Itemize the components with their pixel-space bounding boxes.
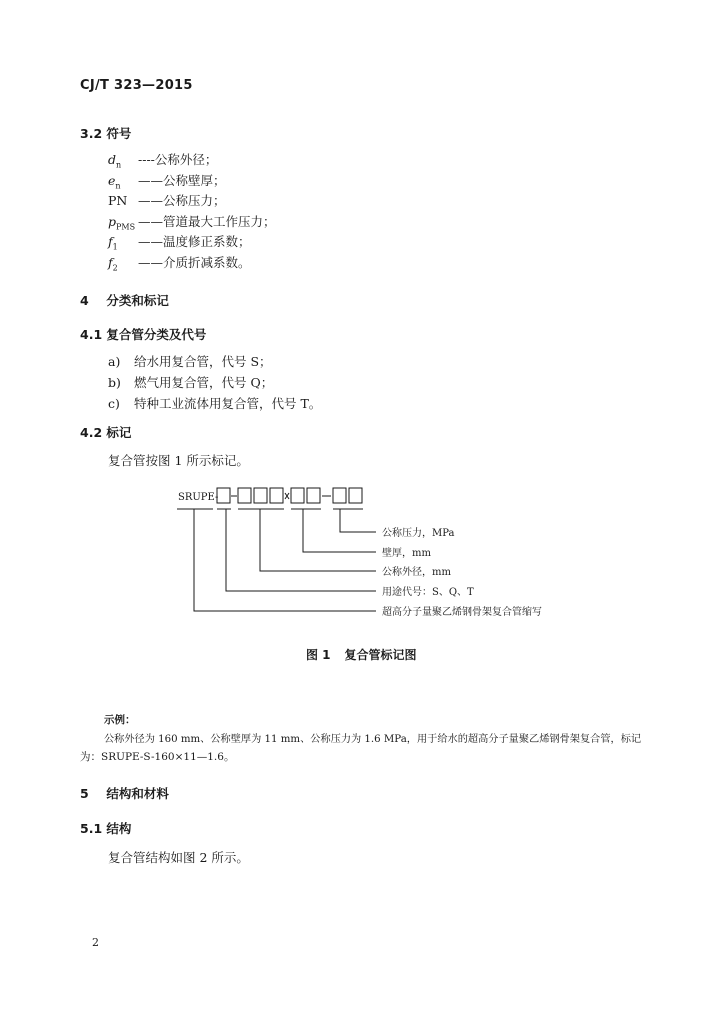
label-abbreviation: 超高分子量聚乙烯钢骨架复合管缩写 [382, 607, 542, 618]
classification-item [108, 394, 321, 412]
symbol-cell [108, 214, 138, 232]
box-diameter-3 [270, 488, 283, 503]
caption-number: 图 1 [306, 648, 331, 662]
box-diameter-2 [254, 488, 267, 503]
section-number: 5.1 [80, 821, 103, 836]
diagram-prefix: SRUPE- [178, 492, 219, 503]
box-pressure-2 [349, 488, 362, 503]
symbol-subscript: PMS [116, 222, 136, 231]
section-4-2-heading [80, 423, 131, 441]
symbol-description: 公称壁厚； [163, 172, 226, 188]
diagram-leaders [194, 509, 376, 611]
label-use-code: 用途代号：S、Q、T [382, 587, 474, 598]
section-number: 4.1 [80, 327, 103, 342]
label-diameter: 公称外径，mm [382, 567, 451, 578]
section-number: 5 [80, 786, 89, 801]
diagram-boxes [217, 488, 362, 503]
label-pressure: 公称压力，MPa [382, 528, 455, 539]
section-title: 标记 [106, 425, 132, 440]
symbol-description: 介质折减系数。 [163, 254, 251, 270]
symbol-cell [108, 193, 138, 211]
symbol-subscript: 1 [112, 242, 118, 252]
symbol-dash: —— [138, 213, 163, 229]
symbol-cell [108, 234, 138, 252]
box-thickness-2 [307, 488, 320, 503]
symbol: d [108, 152, 117, 167]
item-marker: a) [108, 354, 121, 369]
box-use-code [217, 488, 230, 503]
symbol-row [108, 150, 217, 170]
box-pressure-1 [333, 488, 346, 503]
example-line-1: 公称外径为 160 mm、公称壁厚为 11 mm、公称压力为 1.6 MPa，用于给水的超高分子量聚乙烯钢骨架复合管，标记 [104, 734, 642, 745]
symbol-row [108, 253, 251, 273]
item-marker: c) [108, 396, 120, 411]
symbol-cell [108, 152, 138, 170]
symbol-row [108, 212, 276, 232]
symbol-dash: —— [138, 193, 163, 208]
section-3-2-heading [80, 124, 131, 142]
section-title: 符号 [106, 126, 132, 141]
symbol-subscript: n [115, 181, 121, 190]
symbol-description: 温度修正系数； [163, 234, 251, 249]
classification-item [108, 352, 272, 370]
item-marker: b) [108, 375, 121, 390]
section-number: 4.2 [80, 425, 103, 440]
box-diameter-1 [238, 488, 251, 503]
example-line-2: 为：SRUPE-S-160×11—1.6。 [80, 751, 235, 763]
symbol: e [108, 172, 116, 188]
section-title: 结构和材料 [106, 786, 169, 801]
symbol: p [108, 213, 117, 229]
symbol-cell [108, 173, 138, 191]
figure-1-caption [306, 646, 417, 663]
symbol-subscript: n [116, 160, 122, 170]
section-4-2-text: 复合管按图 1 所示标记。 [108, 453, 249, 468]
section-number: 4 [80, 293, 89, 308]
symbol-description: 公称外径； [154, 152, 218, 167]
item-text: 给水用复合管，代号 S； [134, 354, 272, 369]
classification-item [108, 373, 273, 391]
page-number: 2 [92, 936, 99, 949]
section-number: 3.2 [80, 126, 103, 141]
symbol: f [108, 254, 113, 270]
symbol: f [108, 234, 113, 249]
symbol: PN [108, 193, 128, 208]
section-5-1-text: 复合管结构如图 2 所示。 [108, 850, 249, 865]
symbol-dash: —— [138, 172, 163, 188]
symbol-description: 公称压力； [163, 193, 226, 208]
caption-title: 复合管标记图 [344, 648, 417, 662]
example-label: 示例： [104, 714, 136, 726]
symbol-row [108, 191, 226, 211]
box-thickness-1 [291, 488, 304, 503]
symbol-dash: ---- [138, 152, 155, 167]
section-4-heading [80, 291, 169, 309]
standard-number: CJ/T 323—2015 [80, 78, 193, 93]
diagram-separators [231, 493, 331, 499]
label-thickness: 壁厚，mm [382, 548, 431, 559]
section-5-1-heading [80, 819, 131, 837]
section-title: 分类和标记 [106, 293, 169, 308]
section-5-heading [80, 784, 169, 802]
item-text: 燃气用复合管，代号 Q； [134, 375, 274, 390]
symbol-subscript: 2 [112, 263, 118, 272]
symbol-row [108, 232, 251, 252]
symbol-row [108, 171, 226, 191]
section-4-1-heading [80, 325, 206, 343]
section-title: 复合管分类及代号 [106, 327, 207, 342]
section-title: 结构 [106, 821, 132, 836]
symbol-description: 管道最大工作压力； [163, 213, 276, 229]
item-text: 特种工业流体用复合管，代号 T。 [134, 396, 322, 411]
symbol-dash: —— [138, 254, 163, 270]
symbol-cell [108, 255, 138, 273]
marking-diagram [0, 480, 725, 630]
symbol-dash: —— [138, 234, 163, 249]
